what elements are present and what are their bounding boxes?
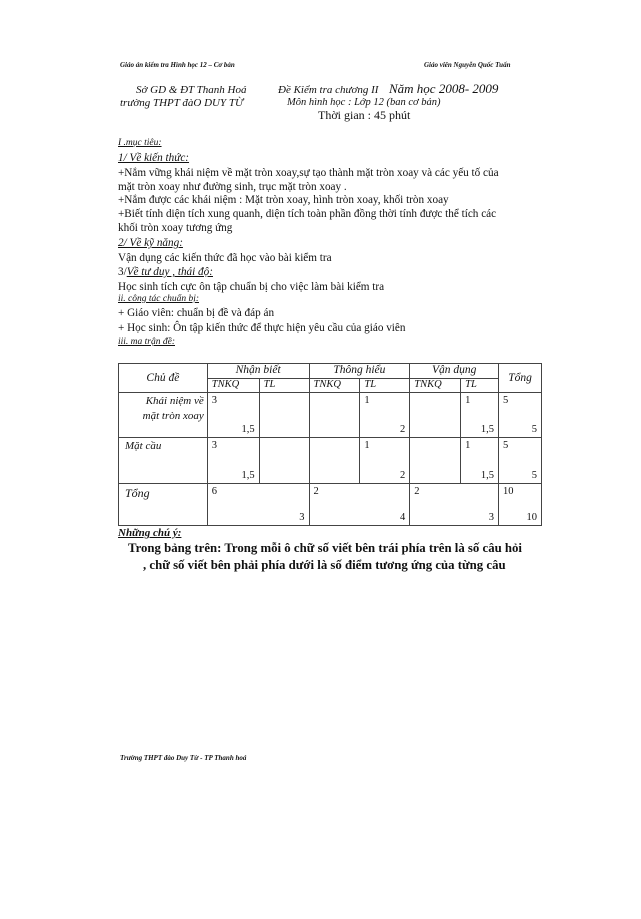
notes-line-1: Trong bảng trên: Trong mỗi ô chữ số viết bên trái phía trên là số câu hỏi [128, 541, 522, 555]
topic-line: mặt tròn xoay [142, 410, 204, 422]
sub-header-tnkq: TNKQ [207, 379, 259, 393]
preparation-line-1: + Giáo viên: chuẩn bị đề và đáp án [118, 307, 275, 319]
matrix-cell [461, 393, 499, 438]
skills-heading: 2/ Về kỹ năng: [118, 237, 183, 249]
time-line: Thời gian : 45 phút [318, 108, 411, 122]
header-understand: Thông hiểu [309, 364, 410, 379]
score-value: 10 [526, 512, 537, 523]
matrix-cell [499, 438, 542, 484]
topic-line: Khái niệm về [145, 395, 204, 407]
question-count: 10 [503, 486, 514, 497]
matrix-cell [309, 484, 410, 526]
sub-header-tnkq: TNKQ [309, 379, 360, 393]
score-value: 4 [400, 512, 406, 523]
question-count: 5 [503, 395, 509, 406]
skills-line: Vận dụng các kiến thức đã học vào bài kiểm tra [118, 252, 332, 264]
table-row [119, 393, 542, 438]
knowledge-line-1: +Nắm vững khái niệm về mặt tròn xoay,sự tạo thành mặt tròn xoay và các yếu tố của [118, 167, 499, 179]
notes-heading: Những chú ý: [118, 527, 182, 539]
matrix-heading: iii. ma trận đề: [118, 337, 175, 347]
question-count: 6 [211, 486, 217, 497]
notes-line-2: , chữ số viết bên phải phía dưới là số điểm tương ứng của từng câu [143, 558, 506, 572]
question-count: 1 [465, 395, 471, 406]
matrix-cell [207, 484, 309, 526]
score-value: 5 [531, 424, 537, 435]
question-count: 3 [211, 440, 217, 451]
score-value: 3 [299, 512, 305, 523]
thinking-heading-prefix: 3/ [118, 266, 127, 278]
matrix-cell [259, 393, 309, 438]
subject-line: Môn hình học : Lớp 12 (ban cơ bản) [287, 97, 441, 108]
matrix-cell [309, 438, 360, 484]
page-header-right: Giáo viên Nguyễn Quốc Tuấn [424, 61, 511, 69]
matrix-cell [410, 438, 461, 484]
table-row-total [119, 484, 542, 526]
matrix-cell [259, 438, 309, 484]
score-value: 1,5 [241, 424, 255, 435]
thinking-line: Học sinh tích cực ôn tập chuẩn bị cho việc làm bài kiểm tra [118, 281, 385, 293]
score-value: 1,5 [241, 470, 255, 481]
question-count: 2 [414, 486, 420, 497]
knowledge-line-2: mặt tròn xoay như đường sinh, trục mặt tròn xoay . [118, 181, 347, 193]
score-value: 1,5 [480, 424, 495, 435]
topic-cell [119, 393, 208, 438]
matrix-cell [499, 484, 542, 526]
matrix-cell [360, 393, 410, 438]
score-value: 3 [488, 512, 495, 523]
preparation-line-2: + Học sinh: Ôn tập kiến thức để thực hiện yêu cầu của giáo viên [118, 322, 406, 334]
score-value: 2 [400, 470, 406, 481]
question-count: 1 [364, 440, 370, 451]
score-value: 1,5 [480, 470, 495, 481]
exam-matrix-table [118, 363, 542, 526]
header-apply: Vận dụng [410, 364, 499, 379]
matrix-cell [410, 484, 499, 526]
matrix-cell [207, 393, 259, 438]
matrix-cell [360, 438, 410, 484]
thinking-heading [118, 265, 213, 279]
department-name: Sở GD & ĐT Thanh Hoá [136, 84, 247, 96]
header-total: Tổng [499, 364, 542, 393]
matrix-cell [499, 393, 542, 438]
matrix-cell [461, 438, 499, 484]
knowledge-line-5: khối tròn xoay tương ứng [118, 222, 233, 234]
matrix-cell [309, 393, 360, 438]
matrix-cell [207, 438, 259, 484]
total-label: Tổng [119, 484, 208, 526]
objectives-heading: I .mục tiêu: [118, 138, 162, 148]
matrix-cell [410, 393, 461, 438]
topic-cell [119, 438, 208, 484]
score-value: 5 [531, 470, 537, 481]
question-count: 5 [503, 440, 509, 451]
question-count: 3 [211, 395, 217, 406]
page-footer: Trường THPT đào Duy Từ - TP Thanh hoá [120, 754, 247, 762]
knowledge-line-4: +Biết tính diện tích xung quanh, diện tích toàn phần đồng thời tính được thể tích các [118, 208, 497, 220]
sub-header-tnkq: TNKQ [410, 379, 461, 393]
thinking-heading-text: Về tư duy , thái độ: [126, 266, 213, 278]
score-value: 2 [400, 424, 406, 435]
sub-header-tl: TL [259, 379, 309, 393]
exam-title: Đề Kiểm tra chương II [278, 84, 379, 96]
knowledge-heading: 1/ Về kiến thức: [118, 152, 190, 164]
page-header-left: Giáo án kiểm tra Hình học 12 – Cơ bản [120, 61, 235, 69]
table-row [119, 438, 542, 484]
sub-header-tl: TL [360, 379, 410, 393]
preparation-heading: ii. công tác chuẩn bị: [118, 294, 199, 304]
question-count: 1 [364, 395, 370, 406]
question-count: 2 [313, 486, 319, 497]
school-name: trường THPT đàO DUY TỪ [120, 97, 244, 109]
topic-line: Mặt cầu [125, 440, 162, 452]
school-year: Năm học 2008- 2009 [389, 81, 499, 96]
sub-header-tl: TL [461, 379, 499, 393]
header-recognize: Nhận biết [207, 364, 309, 379]
question-count: 1 [465, 440, 471, 451]
header-topic: Chủ đề [119, 364, 208, 393]
knowledge-line-3: +Nắm được các khái niệm : Mặt tròn xoay, hình tròn xoay, khối tròn xoay [118, 194, 449, 206]
